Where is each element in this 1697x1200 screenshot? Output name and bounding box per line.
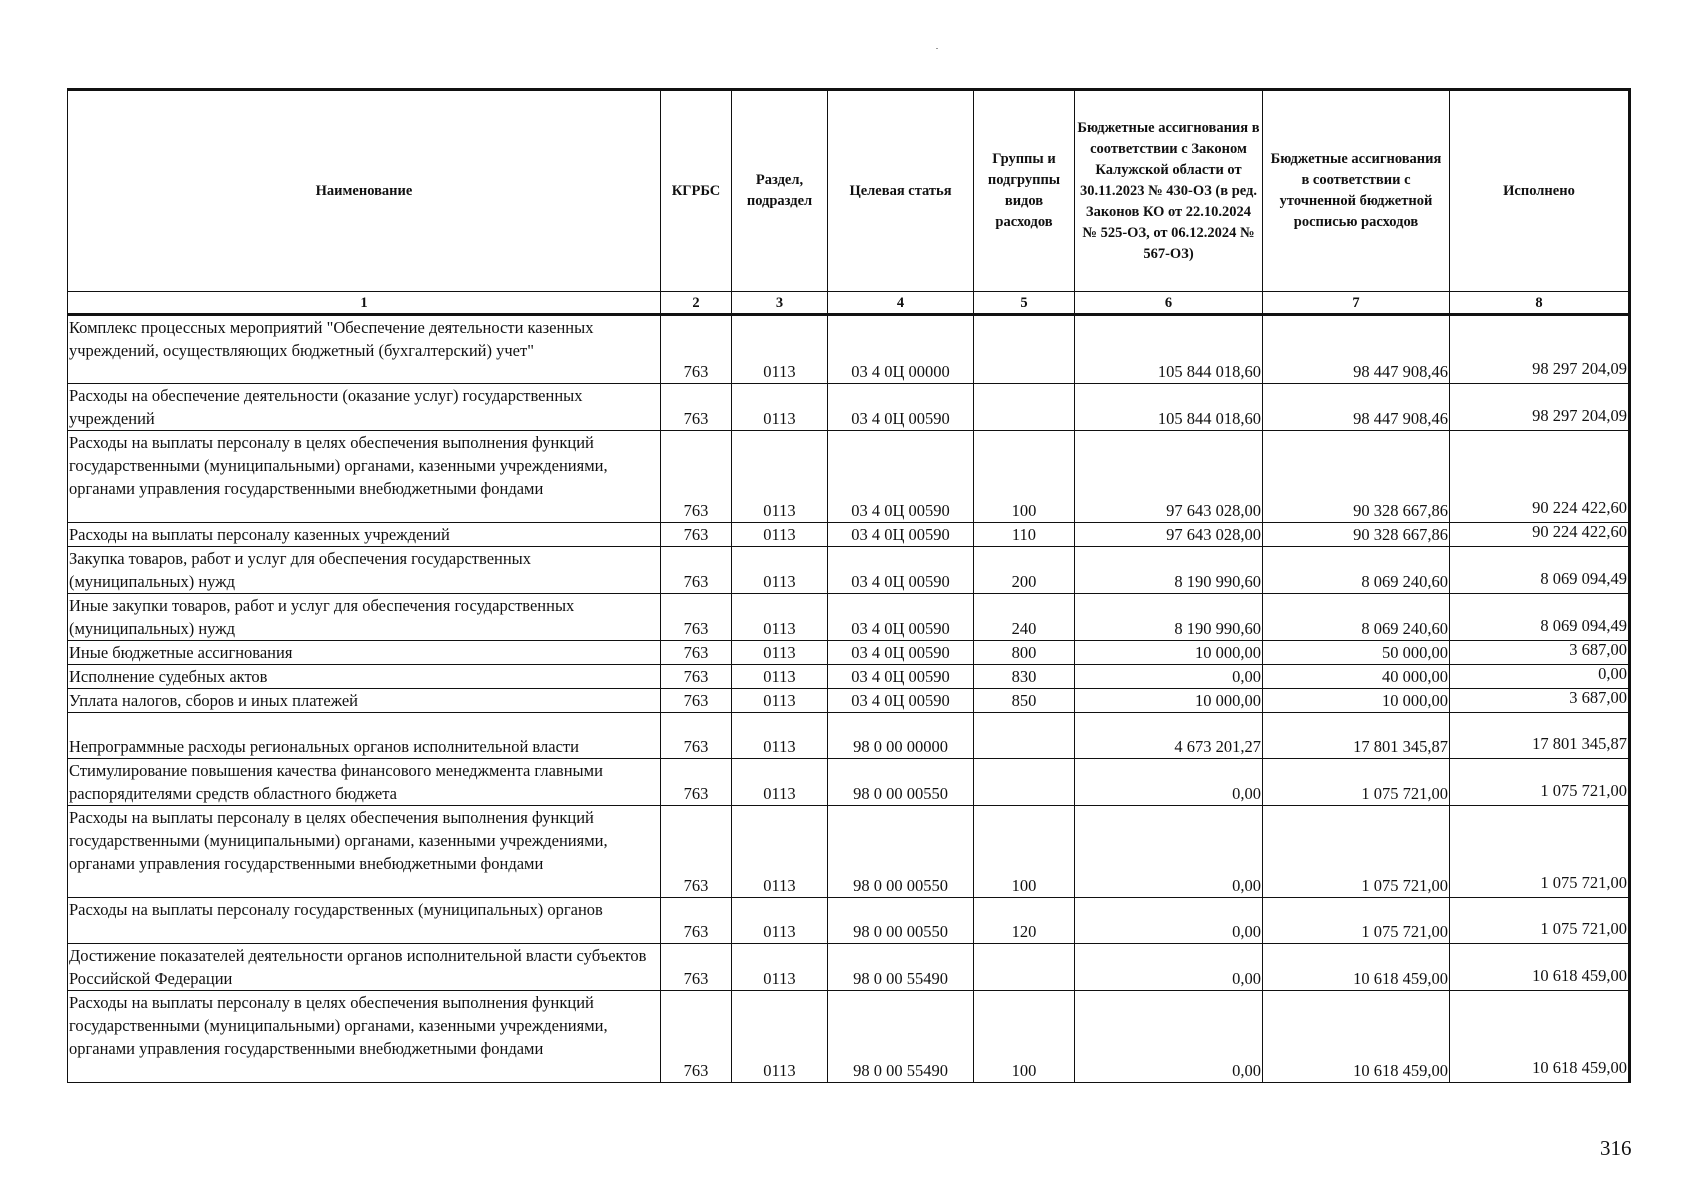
row-razdel: 0113 [732, 431, 828, 523]
row-vid: 100 [974, 991, 1075, 1083]
row-law: 0,00 [1075, 806, 1263, 898]
column-number: 7 [1263, 292, 1450, 315]
row-law: 10 000,00 [1075, 689, 1263, 713]
row-razdel: 0113 [732, 944, 828, 991]
header-assign-law: Бюджетные ассигнования в соответствии с Законом Калужской области от 30.11.2023 № 430-ОЗ (в ред. Законов КО от 22.10.2024 № 525-ОЗ, от 06.12.2024 № 567-ОЗ) [1075, 90, 1263, 292]
row-razdel: 0113 [732, 384, 828, 431]
row-celevaya: 98 0 00 00550 [828, 806, 974, 898]
row-refined: 50 000,00 [1263, 641, 1450, 665]
row-law: 4 673 201,27 [1075, 713, 1263, 759]
row-law: 105 844 018,60 [1075, 315, 1263, 384]
row-law: 97 643 028,00 [1075, 431, 1263, 523]
row-executed: 98 297 204,09 [1450, 381, 1630, 428]
row-refined: 90 328 667,86 [1263, 431, 1450, 523]
row-executed: 1 075 721,00 [1450, 895, 1630, 941]
row-vid [974, 713, 1075, 759]
table-row [68, 315, 1630, 384]
row-vid: 830 [974, 665, 1075, 689]
row-name: Иные закупки товаров, работ и услуг для обеспечения государственных (муниципальных) нужд [68, 594, 661, 641]
table-row [68, 547, 1630, 594]
row-law: 10 000,00 [1075, 641, 1263, 665]
row-law: 8 190 990,60 [1075, 547, 1263, 594]
row-executed: 17 801 345,87 [1450, 710, 1630, 756]
table-row [68, 665, 1630, 689]
row-refined: 10 000,00 [1263, 689, 1450, 713]
budget-table-container [67, 88, 1629, 1083]
row-celevaya: 98 0 00 55490 [828, 991, 974, 1083]
column-number: 8 [1450, 292, 1630, 315]
row-kgrbs: 763 [661, 689, 732, 713]
row-kgrbs: 763 [661, 523, 732, 547]
table-row [68, 898, 1630, 944]
column-number-row [68, 292, 1630, 315]
column-number: 5 [974, 292, 1075, 315]
row-kgrbs: 763 [661, 759, 732, 806]
row-vid: 200 [974, 547, 1075, 594]
row-celevaya: 03 4 0Ц 00590 [828, 689, 974, 713]
row-name: Достижение показателей деятельности органов исполнительной власти субъектов Российской Федерации [68, 944, 661, 991]
row-vid [974, 944, 1075, 991]
row-celevaya: 03 4 0Ц 00000 [828, 315, 974, 384]
row-name: Расходы на выплаты персоналу в целях обеспечения выполнения функций государственными (муниципальными) органами, казенными учреждениями, органами управления государственными внебюджетными фондами [68, 431, 661, 523]
row-law: 0,00 [1075, 665, 1263, 689]
row-razdel: 0113 [732, 641, 828, 665]
row-name: Расходы на выплаты персоналу в целях обеспечения выполнения функций государственными (муниципальными) органами, казенными учреждениями, органами управления государственными внебюджетными фондами [68, 806, 661, 898]
row-name: Уплата налогов, сборов и иных платежей [68, 689, 661, 713]
budget-table [67, 88, 1631, 1083]
row-refined: 10 618 459,00 [1263, 991, 1450, 1083]
row-vid: 800 [974, 641, 1075, 665]
row-kgrbs: 763 [661, 991, 732, 1083]
row-celevaya: 03 4 0Ц 00590 [828, 384, 974, 431]
row-name: Непрограммные расходы региональных органов исполнительной власти [68, 713, 661, 759]
row-kgrbs: 763 [661, 384, 732, 431]
row-law: 0,00 [1075, 898, 1263, 944]
row-executed: 0,00 [1450, 662, 1630, 686]
header-gruppy: Группы и подгруппы видов расходов [974, 90, 1075, 292]
table-row [68, 594, 1630, 641]
page-number: 316 [1600, 1136, 1632, 1160]
row-name: Комплекс процессных мероприятий "Обеспечение деятельности казенных учреждений, осуществляющих бюджетный (бухгалтерский) учет" [68, 315, 661, 384]
row-refined: 1 075 721,00 [1263, 898, 1450, 944]
row-celevaya: 03 4 0Ц 00590 [828, 547, 974, 594]
row-kgrbs: 763 [661, 431, 732, 523]
row-law: 0,00 [1075, 991, 1263, 1083]
row-refined: 8 069 240,60 [1263, 547, 1450, 594]
row-kgrbs: 763 [661, 944, 732, 991]
header-executed: Исполнено [1450, 90, 1630, 292]
row-name: Закупка товаров, работ и услуг для обеспечения государственных (муниципальных) нужд [68, 547, 661, 594]
table-row [68, 806, 1630, 898]
row-refined: 1 075 721,00 [1263, 759, 1450, 806]
row-razdel: 0113 [732, 523, 828, 547]
row-vid [974, 384, 1075, 431]
scan-speck [936, 48, 938, 49]
row-razdel: 0113 [732, 991, 828, 1083]
table-row [68, 713, 1630, 759]
row-razdel: 0113 [732, 713, 828, 759]
row-razdel: 0113 [732, 759, 828, 806]
header-celevaya: Целевая статья [828, 90, 974, 292]
row-refined: 8 069 240,60 [1263, 594, 1450, 641]
row-executed: 8 069 094,49 [1450, 591, 1630, 638]
column-number: 4 [828, 292, 974, 315]
row-name: Стимулирование повышения качества финансового менеджмента главными распорядителями средств областного бюджета [68, 759, 661, 806]
row-refined: 17 801 345,87 [1263, 713, 1450, 759]
row-law: 8 190 990,60 [1075, 594, 1263, 641]
row-vid: 100 [974, 431, 1075, 523]
row-kgrbs: 763 [661, 315, 732, 384]
row-executed: 90 224 422,60 [1450, 428, 1630, 520]
table-row [68, 689, 1630, 713]
header-name: Наименование [68, 90, 661, 292]
header-kgrbs: КГРБС [661, 90, 732, 292]
row-kgrbs: 763 [661, 641, 732, 665]
row-kgrbs: 763 [661, 806, 732, 898]
table-row [68, 641, 1630, 665]
row-kgrbs: 763 [661, 713, 732, 759]
row-executed: 10 618 459,00 [1450, 941, 1630, 988]
row-razdel: 0113 [732, 898, 828, 944]
column-number: 2 [661, 292, 732, 315]
table-row [68, 944, 1630, 991]
row-executed: 3 687,00 [1450, 686, 1630, 710]
row-celevaya: 98 0 00 55490 [828, 944, 974, 991]
row-kgrbs: 763 [661, 547, 732, 594]
table-header-row [68, 90, 1630, 292]
table-row [68, 431, 1630, 523]
row-refined: 98 447 908,46 [1263, 384, 1450, 431]
row-celevaya: 03 4 0Ц 00590 [828, 431, 974, 523]
row-name: Расходы на выплаты персоналу казенных учреждений [68, 523, 661, 547]
row-razdel: 0113 [732, 594, 828, 641]
row-executed: 98 297 204,09 [1450, 312, 1630, 381]
row-celevaya: 03 4 0Ц 00590 [828, 665, 974, 689]
row-vid [974, 315, 1075, 384]
row-celevaya: 98 0 00 00000 [828, 713, 974, 759]
row-refined: 1 075 721,00 [1263, 806, 1450, 898]
row-refined: 90 328 667,86 [1263, 523, 1450, 547]
row-vid: 120 [974, 898, 1075, 944]
row-executed: 3 687,00 [1450, 638, 1630, 662]
row-celevaya: 03 4 0Ц 00590 [828, 641, 974, 665]
row-executed: 1 075 721,00 [1450, 756, 1630, 803]
table-row [68, 384, 1630, 431]
row-executed: 10 618 459,00 [1450, 988, 1630, 1080]
row-refined: 10 618 459,00 [1263, 944, 1450, 991]
row-executed: 1 075 721,00 [1450, 803, 1630, 895]
row-refined: 40 000,00 [1263, 665, 1450, 689]
table-row [68, 523, 1630, 547]
header-assign-refined: Бюджетные ассигнования в соответствии с уточненной бюджетной росписью расходов [1263, 90, 1450, 292]
header-razdel: Раздел, подраздел [732, 90, 828, 292]
row-executed: 90 224 422,60 [1450, 520, 1630, 544]
row-refined: 98 447 908,46 [1263, 315, 1450, 384]
row-razdel: 0113 [732, 806, 828, 898]
table-row [68, 759, 1630, 806]
row-law: 0,00 [1075, 759, 1263, 806]
row-law: 0,00 [1075, 944, 1263, 991]
column-number: 6 [1075, 292, 1263, 315]
row-razdel: 0113 [732, 689, 828, 713]
row-name: Расходы на обеспечение деятельности (оказание услуг) государственных учреждений [68, 384, 661, 431]
row-kgrbs: 763 [661, 898, 732, 944]
column-number: 1 [68, 292, 661, 315]
row-vid: 240 [974, 594, 1075, 641]
row-executed: 8 069 094,49 [1450, 544, 1630, 591]
row-name: Расходы на выплаты персоналу государственных (муниципальных) органов [68, 898, 661, 944]
row-celevaya: 03 4 0Ц 00590 [828, 594, 974, 641]
row-razdel: 0113 [732, 665, 828, 689]
row-kgrbs: 763 [661, 594, 732, 641]
row-razdel: 0113 [732, 547, 828, 594]
row-law: 97 643 028,00 [1075, 523, 1263, 547]
row-law: 105 844 018,60 [1075, 384, 1263, 431]
row-name: Расходы на выплаты персоналу в целях обеспечения выполнения функций государственными (муниципальными) органами, казенными учреждениями, органами управления государственными внебюджетными фондами [68, 991, 661, 1083]
row-vid [974, 759, 1075, 806]
row-vid: 110 [974, 523, 1075, 547]
row-celevaya: 98 0 00 00550 [828, 759, 974, 806]
table-row [68, 991, 1630, 1083]
row-name: Иные бюджетные ассигнования [68, 641, 661, 665]
row-razdel: 0113 [732, 315, 828, 384]
row-vid: 850 [974, 689, 1075, 713]
row-celevaya: 98 0 00 00550 [828, 898, 974, 944]
row-celevaya: 03 4 0Ц 00590 [828, 523, 974, 547]
row-name: Исполнение судебных актов [68, 665, 661, 689]
column-number: 3 [732, 292, 828, 315]
row-vid: 100 [974, 806, 1075, 898]
row-kgrbs: 763 [661, 665, 732, 689]
